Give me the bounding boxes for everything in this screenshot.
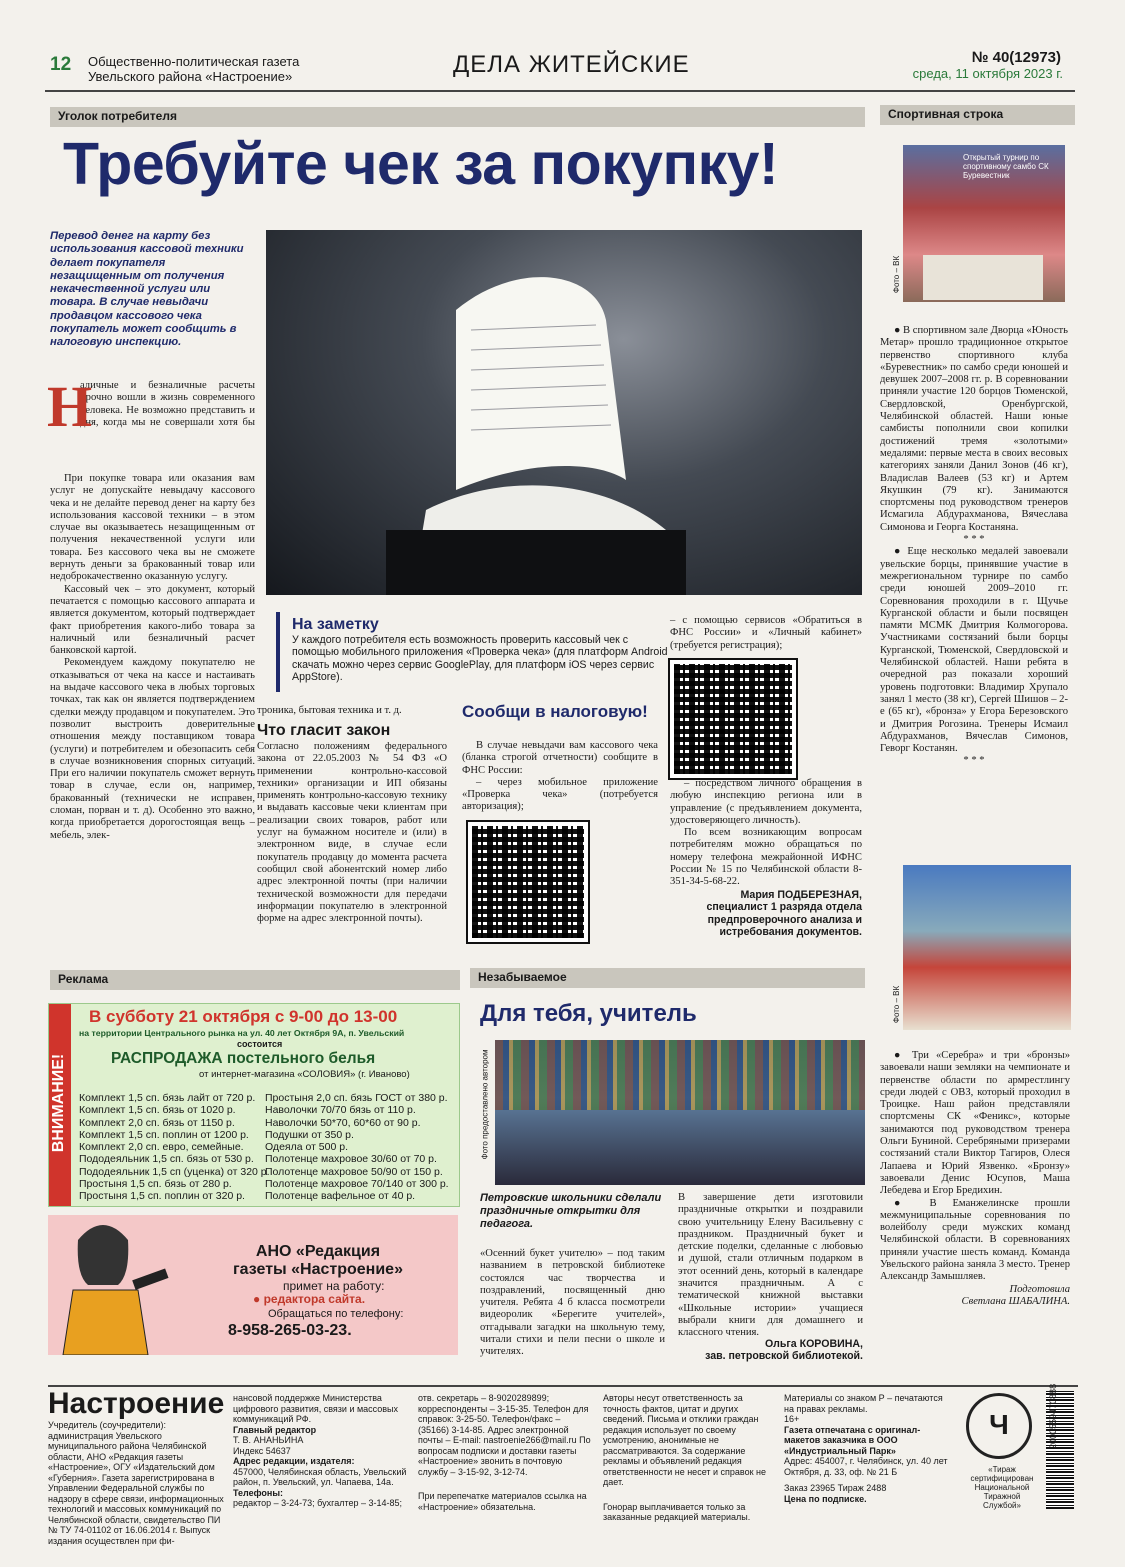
price-item: Простыня 2,0 сп. бязь ГОСТ от 380 р. [265,1092,448,1104]
body-paragraph-2: При покупке товара или оказания вам услуг не допускайте невыдачу кассового чека и не делайте перевод денег на карту без использования кассовой техники – в этом случае вы оказываетесь незащищенным от получения некачественной услуги или товара. Без кассового чека вы не сможете вернуть деньги за бракованный товар или недоброкачественно оказанную услугу. [50,473,255,583]
price-item: Комплект 1,5 сп. бязь лайт от 720 р. [79,1092,256,1104]
footer-addr: 457000, Челябинская область, Увельский район, п. Увельский, ул. Чапаева, 14а. [233,1466,407,1487]
dropcap: Н [47,374,93,439]
teacher-p2: В завершение дети изготовили праздничные открытки и поздравили свою учительницу Елену Васильевну с праздником. Праздничный букет и детские поделки, сделанные с любовью и душой, стали отличным подарком в этот осенний день, который в календаре значится праздничным. А с тематической книжной выставки «Школьные истории» учащиеся выбрали книги для домашнего и классного чтения. [678,1192,863,1339]
footer-logo: Настроение [48,1387,225,1420]
teacher-title: Для тебя, учитель [480,1000,697,1027]
job-org: АНО «Редакция газеты «Настроение» [233,1243,403,1278]
footer-phones: редактор – 3-24-73; бухгалтер – 3-14-85; [233,1498,403,1508]
teacher-lead: Петровские школьники сделали праздничные открытки для педагога. [480,1192,662,1230]
price-item: Комплект 1,5 сп. бязь от 1020 р. [79,1104,236,1117]
teacher-rubric: Незабываемое [470,968,865,988]
footer-disclaimer: Авторы несут ответственность за точность фактов, цитат и других сведений. Письма и отклики граждан редакция использует по своему усмотрению, анонимные не рассматриваются. За содержание рекламы и объявлений редакция ответственности не несет и справок не дает. [603,1393,767,1487]
author-block [670,889,862,938]
price-item: Комплект 2,0 сп. бязь от 1150 р. [79,1116,235,1129]
footer-index: Индекс 54637 [233,1445,291,1456]
col4-text [670,778,862,889]
report-paragraph: В случае невыдачи вам кассового чека (бланка строгой отчетности) сообщите в ФНС России: [462,740,658,776]
sports-photo-1-credit: Фото – ВК [892,255,902,294]
attention-bar [49,1004,71,1206]
job-ad [48,1215,458,1355]
teacher-author-name: Ольга КОРОВИНА, [765,1338,863,1350]
sports-text [880,325,1068,855]
footer-ads-note: Материалы со знаком Р – печатаются на правах рекламы. [784,1393,943,1414]
author-name: Мария ПОДБЕРЕЗНАЯ, [740,889,862,901]
price-item: Пододеяльник 1,5 сп (уценка) от 320 р. [79,1165,270,1178]
body-paragraph-3: Кассовый чек – это документ, который печатается с помощью кассового аппарата и является документом, который подтверждает факт приобретения какого-либо товара за наличный или безналичный расчет банковской картой. [50,583,255,657]
footer-addr-label: Адрес редакции, издателя: [233,1456,355,1466]
author-role: специалист 1 разряда отдела предпроверочного анализа и истребования документов. [706,901,862,938]
rubric-bar: Уголок потребителя [50,107,865,127]
teacher-p1: «Осенний букет учителю» – под таким названием в петровской библиотеке состоялся час творчества и поздравлений, посвященный дню учителя. Ребята 4 б класса посмотрели видеоролик «Берегите учителей», отгадывали загадки на школьную тему, читали стихи и пели песни о школе и учителях. [480,1248,665,1358]
teacher-photo [495,1040,865,1185]
footer-editor-label: Главный редактор [233,1424,317,1435]
job-position-label: редактора сайта. [263,1292,366,1306]
job-call: Обращаться по телефону: [268,1308,404,1320]
footer-col-3 [418,1393,593,1512]
attention-label: ВНИМАНИЕ! [50,1053,67,1153]
banner-text: Открытый турнир по спортивному самбо СК Буревестник [963,153,1049,180]
certification-seal-icon: Ч [966,1393,1032,1459]
signoff-2: Светлана ШАБАЛИНА. [961,1295,1070,1307]
footer-col-4 [603,1393,773,1523]
sale-title: РАСПРОДАЖА постельного белья [111,1050,376,1067]
barcode-number: 2000559470888 [1048,1383,1058,1449]
footer-col-5 [784,1393,954,1504]
report-item-2: – с помощью сервисов «Обратиться в ФНС России» и «Личный кабинет» (требуется регистрация); [670,615,862,651]
qr-code-app [468,822,588,942]
seal-caption: «Тираж сертифицирован Национальной Тиражной Службой» [970,1465,1034,1510]
sale-date: В субботу 21 октября с 9-00 до 13-00 [89,1007,398,1026]
footer-order: Заказ 23965 Тираж 2488 [784,1483,887,1493]
price-item: Полотенце махровое 30/60 от 70 р. [265,1153,437,1166]
price-item: Одеяла от 500 р. [265,1141,349,1154]
article-col-1 [47,374,255,439]
footer-age: 16+ [784,1414,800,1424]
price-item: Полотенце махровое 70/140 от 300 р. [265,1178,449,1191]
imprint [48,1383,1078,1546]
body-paragraph-1: аличные и безналичные расчеты прочно вошли в жизнь современного человека. Не возможно представить и дня, когда мы не совершали хотя бы [80,380,255,428]
sale-shop: от интернет-магазина «СОЛОВИЯ» (г. Иваново) [199,1069,410,1080]
teacher-author [678,1338,863,1363]
footer-print-addr: Адрес: 454007, г. Челябинск, ул. 40 лет Октября, д. 33, оф. № 21 Б [784,1456,948,1477]
journalist-illustration [48,1215,178,1355]
page-header [45,38,1075,92]
sports-p3: ● Три «Серебра» и три «бронзы» завоевали наши земляки на чемпионате и первенстве области по армрестлингу среди людей с ОВЗ, который проходил в Троицке. Наш район представляли спортсмены СК «Феникс», которые занимаются под руководством тренера Ольги Буниной. Серебряными призерами состязаний стали Виктор Тагиров, Олеся Лапаева и Юрий Язвенко. «Бронзу» завоевали Денис Юсупов, Маша Лебедева и Егор Бредихин. [880,1050,1070,1197]
receipt-photo [266,230,862,595]
price-item: Простыня 1,5 сп. поплин от 320 р. [79,1190,245,1203]
price-item: Комплект 2,0 сп. евро, семейные. [79,1141,244,1154]
footer-col-1: Учредитель (соучредители): администрация Увельского муниципального района Челябинской области, АНО «Редакция газеты «Настроение», ОГУ «Издательский дом «Губерния». Газета зарегистрирована в Управлении Федеральной службы по надзору в сфере связи, информационных технологий и массовых коммуникаций по Челябинской области, свидетельство ПИ № ТУ 74-01102 от 16.06.2014 г. Выпуск издания осуществлен при фи- [48,1420,224,1546]
issue-date: среда, 11 октября 2023 г. [912,66,1063,81]
podium [923,255,1043,300]
price-item: Полотенце махровое 50/90 от 150 р. [265,1165,443,1178]
report-item-1: – через мобильное приложение «Проверка чека» (потребуется авторизация); [462,776,658,813]
section-title: ДЕЛА ЖИТЕЙСКИЕ [453,51,690,78]
price-item: Простыня 1,5 сп. бязь от 280 р. [79,1178,232,1191]
separator-2: * * * [963,755,985,767]
sale-items-left [79,1092,269,1203]
headline: Требуйте чек за покупку! [63,131,779,197]
law-title: Что гласит закон [257,722,391,739]
separator-1: * * * [963,534,985,546]
sports-p4: ● В Еманжелинске прошли межмуниципальные соревнования по волейболу среди мужских команд Челябинской области. В соревнованиях приняли участие шесть команд. Команда Увельского района заняла 3 место. Тренер Александр Замышляев. [880,1197,1070,1283]
footer-reprint: При перепечатке материалов ссылка на «Настроение» обязательна. [418,1491,587,1512]
price-item: Подушки от 350 р. [265,1128,354,1141]
receipt-illustration [266,230,862,595]
sale-ad [48,1003,460,1207]
sports-p1: ● В спортивном зале Дворца «Юность Метар» прошло традиционное открытое первенство спортивного клуба «Буревестник» по самбо среди юношей и девушек 2007–2008 гг. р. В соревновании приняли участие 120 борцов Тюменской, Свердловской, Оренбургской, Челябинской областей. Наши юные самбисты пополнили свои копилки достижений тремя «золотыми» медалями: первые места в своих весовых категориях заняли Данил Зонов (46 кг), Владислав Валеев (53 кг) и Артем Якушкин (79 кг). Занимаются спортсмены под руководством тренеров Исмагила Абдурахманова, Вячеслава Симонова и Георга Костаняна. [880,325,1068,533]
issue-number: № 40(12973) [971,49,1061,66]
sale-occurs: состоится [237,1039,283,1049]
price-item: Полотенце вафельное от 40 р. [265,1190,416,1203]
price-item: Пододеяльник 1,5 сп. бязь от 530 р. [79,1153,254,1166]
page-number: 12 [50,54,72,75]
sports-photo-2 [903,865,1071,1030]
bookshelf [495,1040,865,1110]
note-box [276,612,676,692]
note-text: У каждого потребителя есть возможность проверить кассовый чек с помощью мобильного приложения «Проверка чека» (для платформ Android скачать можно через сервис GooglePlay, для платформ iOS через сервис AppStore). [292,634,668,683]
sports-rubric: Спортивная строка [880,105,1075,125]
footer-price: Цена по подписке. [784,1493,867,1504]
footer-phones-label: Телефоны: [233,1487,284,1498]
sale-items-right [265,1092,455,1203]
bullet-icon: ● [253,1292,264,1306]
sports-p2: ● Еще несколько медалей завоевали увельские борцы, принявшие участие в межрегиональном турнире по самбо среди юношей 2009–2010 гг. Соревнования проходили в г. Щучье Курганской области и были посвящен памяти МСМК Дмитрия Колмогорова. Участниками состязаний были борцы Курганской, Тюменской, Свердловской и Челябинской областей. Наши ребята в очередной раз показали хороший уровень подготовки: Владимир Хрупало занял 1 место (38 кг), Сергей Шишов – 2-е (65 кг), «бронза» у Егора Березовского и Дмитрия Рогозина. Тренеры Исмаил Абдурахманов, Вячеслав Симонов, Геворг Костанян. [880,546,1068,755]
report-title: Сообщи в налоговую! [462,702,648,721]
publisher-line-1: Общественно-политическая газета [88,54,300,69]
body-paragraph-4: Рекомендуем каждому покупателю не отказываться от чека на кассе и настаивать на выдаче кассового чека в любых торговых точках, так как он является подтверждением сделки между продавцом и покупателем. Это позволит выстроить доверительные отношения между поставщиком товара (услуги) и потребителем и обезопасить себя в случае возникновения спорных ситуаций. При его наличии покупатель сможет вернуть товар в случае, если он, например, бракованный (технически не исправен, сломан, порван и т. д). Особенно это важно, когда приобретается дорогостоящая вещь – мебель, элек- [50,657,255,841]
price-item: Комплект 1,5 сп. поплин от 1200 р. [79,1128,249,1141]
price-item: Наволочки 70/70 бязь от 110 р. [265,1104,416,1117]
price-item: Наволочки 50*70, 60*60 от 90 р. [265,1116,421,1129]
ad-rubric: Реклама [50,970,460,990]
footer-fee: Гонорар выплачивается только за заказанные редакцией материалы. [603,1501,751,1522]
sale-place: на территории Центрального рынка на ул. 40 лет Октября 9А, п. Увельский [79,1028,405,1038]
job-position [253,1292,365,1306]
teacher-author-role: зав. петровской библиотекой. [705,1350,863,1363]
law-text: Согласно положениям федерального закона от 22.05.2003 № 54 ФЗ «О применении контрольно-кассовой техники» организации и ИП обязаны применять контрольно-кассовую технику и выдавать кассовые чеки клиентам при реализации своих товаров, работ или услуг на бумажном носителе и (или) в электронном виде, в случае если покупатель продавцу до момента расчета сообщил свой абонентский номер либо адрес электронной почты (при наличии технической возможности для передачи информации покупателю в электронной форме на адрес электронной почты). [257,741,447,925]
publisher-line-2: Увельского района «Настроение» [88,69,293,84]
teacher-photo-credit: Фото предоставлено автором [480,1049,490,1160]
article-lead: Перевод денег на карту без использования кассовой техники делает покупателя незащищенным от получения некачественной услуги или товара. В случае невыдачи продавцом кассового чека покупатель может сообщить в налоговую инспекцию. [50,230,244,349]
footer-contacts: отв. секретарь – 8-9020289899; корреспонденты – 3-15-35. Телефон для справок: 3-25-50. Телефон/факс – (35166) 3-14-85. Адрес электронной почты – E-mail: nastroenie266@mail.ru По вопросам подписки и доставки газеты «Настроение» звонить в почтовую службу – 3-15-92, 3-12-74. [418,1393,591,1477]
contact-paragraph: По всем возникающим вопросам потребителям можно обращаться по номеру телефона межрайонной ИФНС России № 15 по Челябинской области 8-351-34-5-68-22. [670,827,862,888]
job-invites: примет на работу: [283,1279,385,1293]
sports-photo-2-credit: Фото – ВК [892,985,902,1024]
footer-print: Газета отпечатана с оригинал-макетов заказчика в ООО «Индустриальный Парк» [784,1424,921,1456]
job-phone: 8-958-265-03-23. [228,1322,352,1339]
footer-col-2 [233,1393,408,1509]
sports-text-2 [880,1050,1070,1360]
report-text [462,740,658,814]
col2-continuation: троника, бытовая техника и т. д. [257,705,402,716]
qr-code-fns [670,660,796,778]
sports-photo-1 [903,145,1065,302]
footer-support: нансовой поддержке Министерства цифрового развития, связи и массовых коммуникаций РФ. [233,1393,399,1424]
note-title: На заметку [292,616,379,633]
signoff-1: Подготовила [1009,1283,1070,1295]
report-item-3: – посредством личного обращения в любую инспекцию региона или в управление (с предъявлением документа, удостоверяющего личность). [670,778,862,826]
article-col-1-cont [50,427,255,939]
footer-editor: Т. В. АНАНЬИНА [233,1435,304,1445]
